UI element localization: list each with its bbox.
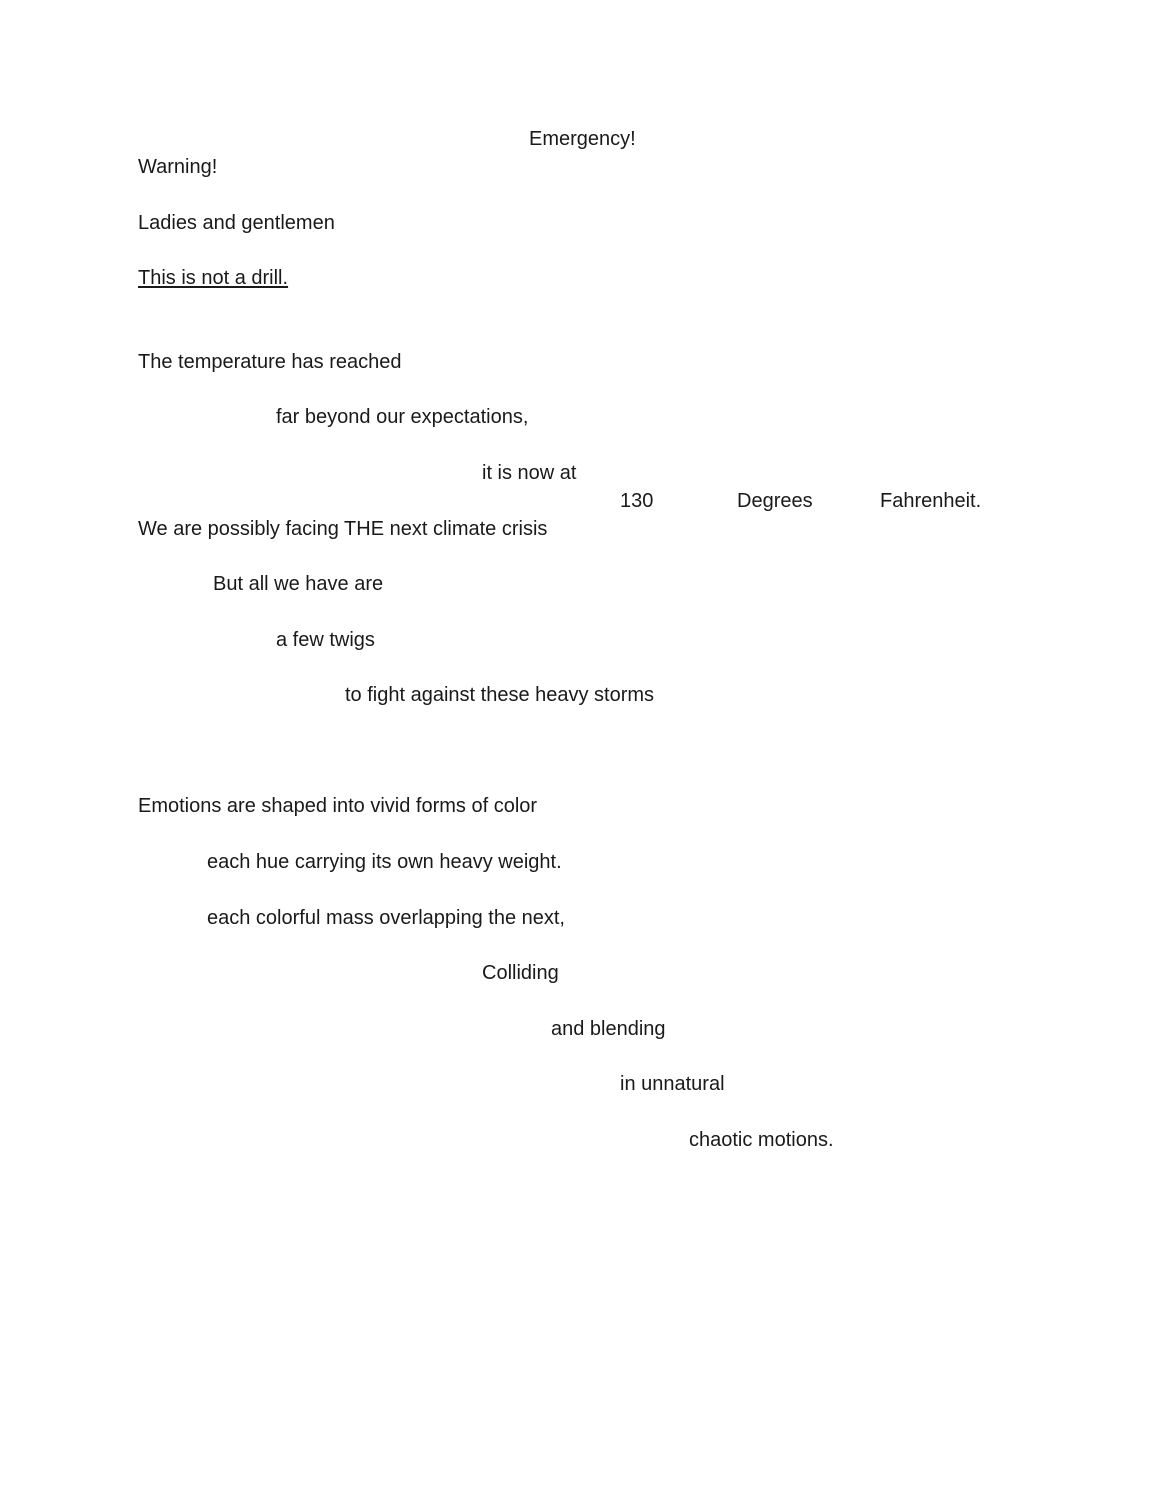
- poem-line: and blending: [551, 1018, 666, 1040]
- poem-line: Colliding: [482, 962, 559, 984]
- poem-line: to fight against these heavy storms: [345, 684, 655, 706]
- poem-word-degrees: Degrees: [737, 490, 813, 512]
- poem-line: We are possibly facing THE next climate crisis: [138, 518, 548, 540]
- poem-line-underlined: This is not a drill.: [138, 267, 289, 289]
- poem-line: The temperature has reached: [138, 351, 402, 373]
- poem-word-fahrenheit: Fahrenheit.: [880, 490, 982, 512]
- poem-line: But all we have are: [213, 573, 384, 595]
- poem-line: far beyond our expectations,: [276, 406, 529, 428]
- poem-line: Emotions are shaped into vivid forms of color: [138, 795, 538, 817]
- poem-line: a few twigs: [276, 629, 375, 651]
- poem-word-temperature-value: 130: [620, 490, 654, 512]
- poem-line: in unnatural: [620, 1073, 725, 1095]
- poem-line: each colorful mass overlapping the next,: [207, 907, 565, 929]
- poem-line: each hue carrying its own heavy weight.: [207, 851, 562, 873]
- poem-title: Emergency!: [529, 128, 636, 150]
- poem-line: Warning!: [138, 156, 218, 178]
- poem-line: it is now at: [482, 462, 577, 484]
- poem-line: chaotic motions.: [689, 1129, 834, 1151]
- poem-line: Ladies and gentlemen: [138, 212, 335, 234]
